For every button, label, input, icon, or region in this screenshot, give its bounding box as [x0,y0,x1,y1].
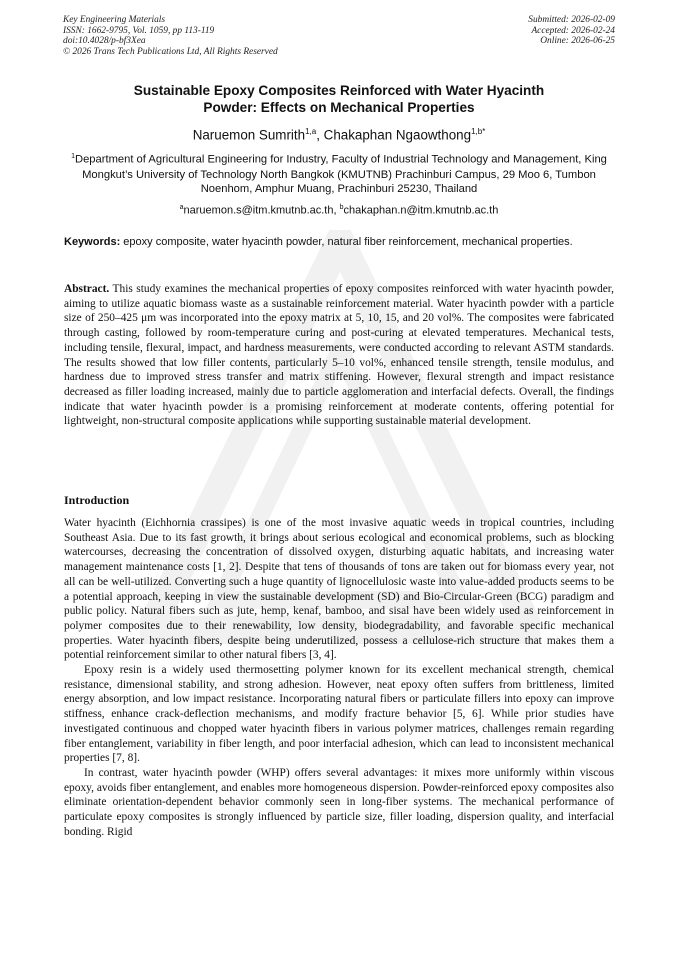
title-line-2: Powder: Effects on Mechanical Properties [203,100,475,115]
section-heading: Introduction [64,493,130,507]
abstract-label: Abstract. [64,283,110,295]
journal-info [63,15,278,57]
publication-dates [528,15,615,47]
abstract [64,282,614,429]
abstract-text: This study examines the mechanical properties of epoxy composites reinforced with water hyacinth powder, aiming to utilize aquatic biomass waste as a sustainable reinforcement material. Water hyacinth powder with a particle size of 250–425 μm was incorporated into the epoxy matrix at 5, 10, 15, and 20 vol%. The composites were fabricated through casting, followed by room-temperature curing and post-curing at elevated temperatures. Mechanical tests, including tensile, flexural, impact, and hardness measurements, were conducted according to relevant ASTM standards. The results showed that low filler contents, particularly 5–10 vol%, enhanced tensile strength, tensile modulus, and hardness due to improved stress transfer and matrix stiffening. However, flexural strength and impact resistance decreased as filler loading increased, mainly due to particle agglomeration and interfacial defects. Overall, the findings indicate that water hyacinth powder is a promising reinforcement at moderate contents, offering potential for lightweight, non-structural composite applications while supporting sustainable material development. [64,283,614,428]
submitted-date: Submitted: 2026-02-09 [528,15,615,25]
keywords-text: epoxy composite, water hyacinth powder, natural fiber reinforcement, mechanical properties. [120,236,573,248]
paragraph: Water hyacinth (Eichhornia crassipes) is one of the most invasive aquatic weeds in tropical countries, including Southeast Asia. Due to its fast growth, it brings about serious ecological and economical problems, such as blocking watercourses, decreasing the concentration of dissolved oxygen, disturbing aquatic habitats, and increasing water management maintenance costs [1, 2]. Despite that tens of thousands of tons are taken out for biomass every year, not all can be well-utilized. Converting such a huge quantity of lignocellulosic waste into value-added products seems to be a potential approach, keeping in view the sustainable development (SD) and Bio-Circular-Green (BCG) paradigm and public policy. Natural fibers such as jute, hemp, kenaf, bamboo, and sisal have been widely used as reinforcement in polymer composites due to their renewability, low density, biodegradability, and favorable specific mechanical properties. Water hyacinth fibers, despite being underutilized, possess a cellulose-rich structure that makes them a potential reinforcement similar to other natural fibers [3, 4]. [64,517,614,662]
journal-issn: ISSN: 1662-9795, Vol. 1059, pp 113-119 [63,25,215,36]
author-affiliation-mark: 1,b* [471,127,486,136]
copyright-notice: © 2026 Trans Tech Publications Ltd, All Rights Reserved [63,46,278,57]
introduction-body [64,516,614,839]
title-line-1: Sustainable Epoxy Composites Reinforced with Water Hyacinth [133,83,545,98]
accepted-date: Accepted: 2026-02-24 [531,25,615,36]
email-mark: b [339,204,344,211]
paragraph: Epoxy resin is a widely used thermosetting polymer known for its excellent mechanical strength, chemical resistance, dimensional stability, and strong adhesion. However, neat epoxy often suffers from brittleness, limited energy absorption, and low impact resistance. Incorporating natural fibers or particulate fillers into epoxy can improve stiffness, enhance crack-deflection mechanisms, and modify fracture behavior [5, 6]. While prior studies have investigated continuous and chopped water hyacinth fibers in various polymer matrices, challenges remain regarding fiber entanglement, variability in fiber length, and poor interfacial adhesion, which can lead to inconsistent mechanical properties [7, 8]. [64,664,614,765]
author-name: Naruemon Sumrith [192,127,306,143]
email-link[interactable]: naruemon.s@itm.kmutnb.ac.th, [183,204,340,217]
online-date: Online: 2026-06-25 [540,36,615,47]
affiliation-text: Department of Agricultural Engineering for Industry, Faculty of Industrial Technology and Management, King Mongkut’s University of Technology North Bangkok (KMUTNB) Prachinburi Campus, 29 Moo 6, Tumbon Noenhom, Amphur Muang, Prachinburi 25230, Thailand [75,153,607,196]
author-separator: , [316,127,324,143]
author-name: Chakaphan Ngaowthong [323,127,472,143]
affiliation-mark: 1 [71,153,75,160]
author-emails [40,201,638,218]
author-list [40,124,638,143]
paper-title [40,82,638,116]
affiliation [60,150,618,197]
email-mark: a [179,204,184,211]
keywords [64,235,614,249]
author-affiliation-mark: 1,a [305,127,317,136]
keywords-label: Keywords: [64,236,121,248]
journal-doi: doi:10.4028/p-bf3Xea [63,36,146,47]
journal-name: Key Engineering Materials [63,15,166,25]
email-link[interactable]: chakaphan.n@itm.kmutnb.ac.th [343,204,499,217]
paragraph: In contrast, water hyacinth powder (WHP) offers several advantages: it mixes more uniformly within viscous epoxy, avoids fiber entanglement, and enables more homogeneous dispersion. Powder-reinforced epoxy composites also eliminate orientation-dependent behavior commonly seen in long-fiber systems. The mechanical performance of particulate epoxy composites is strongly influenced by particle size, filler loading, dispersion quality, and interfacial bonding. Rigid [64,766,614,838]
